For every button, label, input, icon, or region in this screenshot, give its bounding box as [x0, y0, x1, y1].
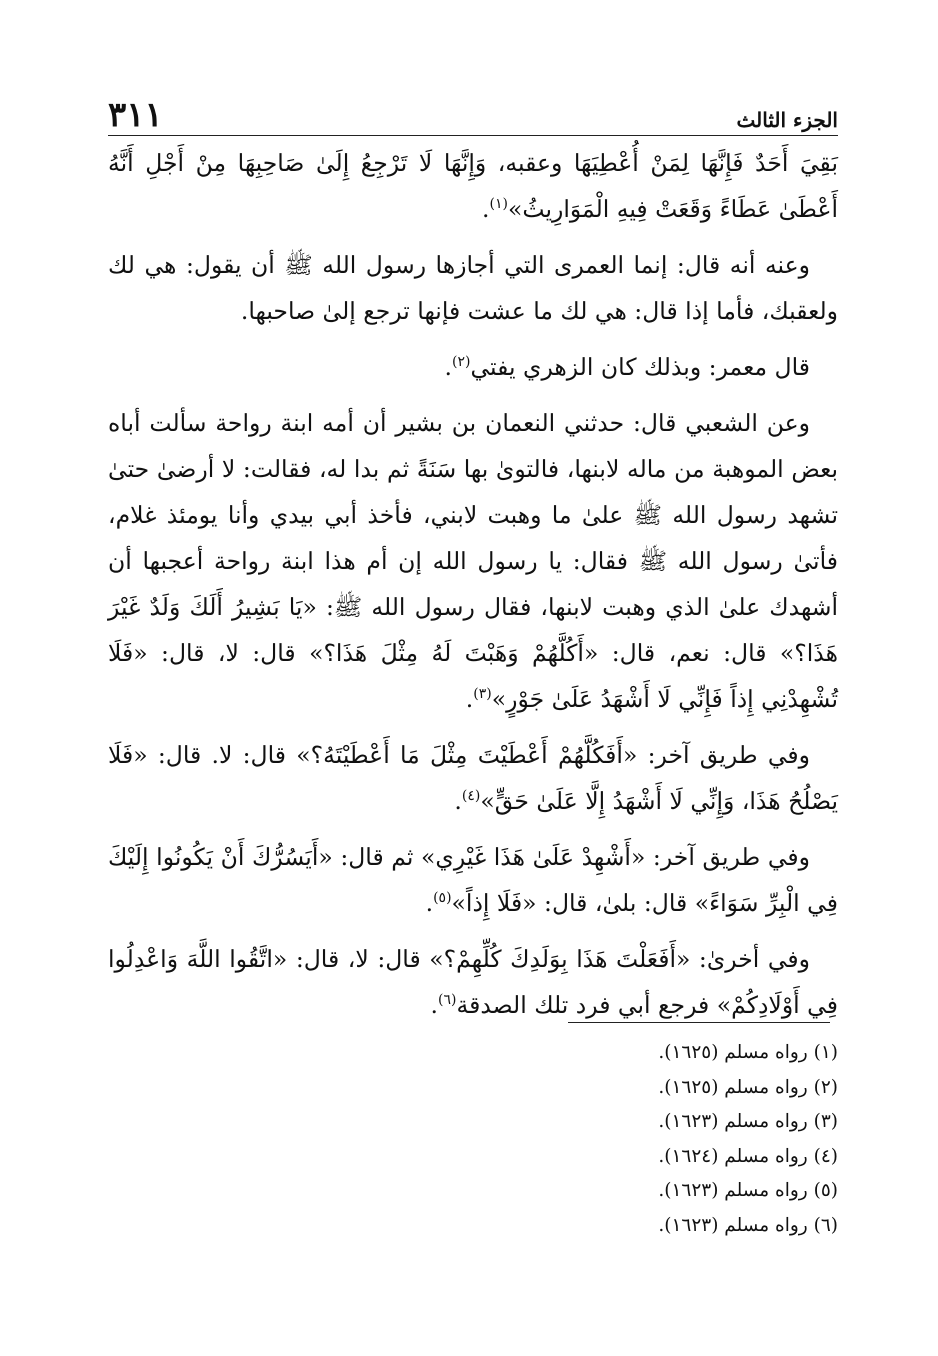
footnote: (١) رواه مسلم (١٦٢٥).	[658, 1042, 838, 1063]
footnote: (٥) رواه مسلم (١٦٢٣).	[658, 1180, 838, 1201]
paragraph: وفي طريق آخر: «أَفَكُلَّهُمْ أَعْطَيْتَ مِثْلَ مَا أَعْطَيْتَهُ؟» قال: لا. قال: «فَلَا يَصْلُحُ هَذَا، وَإِنِّي لَا أَشْهَدُ إِلَّا عَلَىٰ حَقٍّ»$^{(٤)}$.	[108, 741, 838, 815]
paragraph: وفي أخرىٰ: «أَفَعَلْتَ هَذَا بِوَلَدِكَ كُلِّهِمْ؟» قال: لا، قال: «اتَّقُوا اللَّهَ وَاعْدِلُوا فِي أَوْلَادِكُمْ» فرجع أبي فرد تلك الصدقة$^{(٦)}$.	[108, 945, 838, 1019]
paragraph: بَقِيَ أَحَدٌ فَإِنَّهَا لِمَنْ أُعْطِيَهَا وعقبه، وَإِنَّهَا لَا تَرْجِعُ إِلَىٰ صَاحِبِهَا مِنْ أَجْلِ أَنَّهُ أَعْطَىٰ عَطَاءً وَقَعَتْ فِيهِ الْمَوَارِيثُ»$^{(١)}$.	[108, 149, 838, 223]
footnote: (٢) رواه مسلم (١٦٢٥).	[658, 1076, 838, 1098]
footnote-marker: (٤)	[461, 788, 481, 805]
footnote: (٤) رواه مسلم (١٦٢٤).	[658, 1145, 838, 1167]
main-text	[108, 140, 838, 1038]
paragraph: وفي طريق آخر: «أَشْهِدْ عَلَىٰ هَذَا غَيْرِي» ثم قال: «أَيَسُرُّكَ أَنْ يَكُونُوا إِلَيْكَ فِي الْبِرِّ سَوَاءً» قال: بلىٰ، قال: «فَلَا إِذاً»$^{(٥)}$.	[108, 843, 838, 917]
paragraph: قال معمر: وبذلك كان الزهري يفتي$^{(٢)}$.	[444, 353, 810, 381]
part-title: الجزء الثالث	[736, 108, 838, 132]
footnotes	[108, 1036, 838, 1243]
footnote: (٣) رواه مسلم (١٦٢٣).	[658, 1111, 838, 1132]
footnote-marker: (٥)	[433, 890, 452, 907]
footnote-marker: (٦)	[438, 992, 457, 1009]
footnote-rule	[568, 1022, 830, 1023]
running-header	[108, 92, 838, 135]
paragraph: وعنه أنه قال: إنما العمرى التي أجازها رسول الله ﷺ أن يقول: هي لك ولعقبك، فأما إذا قال: هي لك ما عشت فإنها ترجع إلىٰ صاحبها.	[108, 251, 838, 325]
page-number: ٣١١	[108, 95, 163, 135]
footnote-marker: (٣)	[473, 686, 492, 703]
header-rule	[108, 135, 838, 136]
footnote-marker: (٢)	[452, 354, 471, 371]
footnote-marker: (١)	[489, 196, 508, 213]
footnote: (٦) رواه مسلم (١٦٢٣).	[658, 1214, 838, 1236]
paragraph: وعن الشعبي قال: حدثني النعمان بن بشير أن أمه ابنة رواحة سألت أباه بعض الموهبة من ماله لابنها، فالتوىٰ بها سَنَةً ثم بدا له، فقالت: لا أرضىٰ حتىٰ تشهد رسول الله ﷺ علىٰ ما وهبت لابني، فأخذ أبي بيدي وأنا يومئذ غلام، فأتىٰ رسول الله ﷺ فقال: يا رسول الله إن أم هذا ابنة رواحة أعجبها أن أشهدك علىٰ الذي وهبت لابنها، فقال رسول الله ﷺ: «يَا بَشِيرُ أَلَكَ وَلَدٌ غَيْرَ هَذَا؟» قال: نعم، قال: «أَكُلَّهُمْ وَهَبْتَ لَهُ مِثْلَ هَذَا؟» قال: لا، قال: «فَلَا تُشْهِدْنِي إِذاً فَإِنِّي لَا أَشْهَدُ عَلَىٰ جَوْرٍ»$^{(٣)}$.	[108, 409, 838, 713]
